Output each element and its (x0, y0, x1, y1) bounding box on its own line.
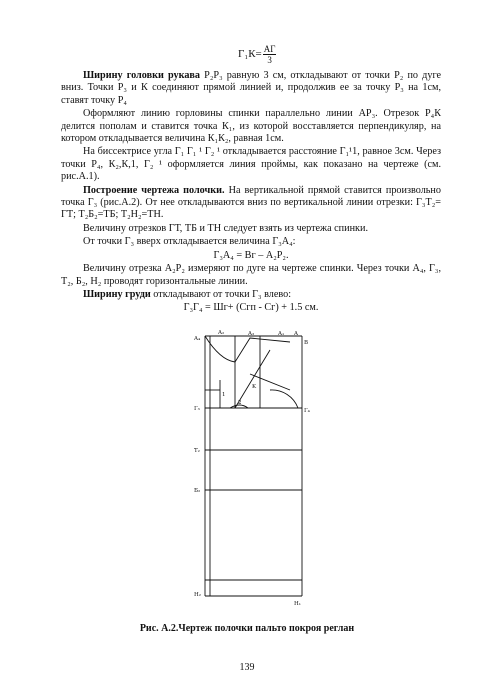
paragraph: Величину отрезка А₂Р₂ измеряют по дуге на чертеже спинки. Через точки А₄, Г₃, Т₂, Б₂, Н₂ проводят горизонтальные линии. (61, 263, 441, 287)
label-g4: Г₄ (304, 408, 310, 414)
paragraph: Оформляют линию горловины спинки параллельно линии АР₃. Отрезок Р₄К делится пополам и ставится точка К₁, из которой восставляется перпендикуляр, на котором откладывается величина К₁К₂, равная 1см. (61, 108, 441, 145)
paragraph (61, 70, 441, 107)
formula-line: Г₃Г₄ = Шг+ (Сгп - Сг) + 1.5 см. (183, 302, 319, 314)
label-a4: A₄ (194, 336, 201, 342)
body-text (61, 70, 441, 316)
page-number: 139 (239, 662, 255, 673)
label-b2: Б₂ (194, 488, 201, 494)
label-k: K (252, 384, 257, 390)
paragraph (61, 185, 441, 222)
formula-top (238, 44, 276, 65)
label-n1: Н₁ (294, 601, 302, 607)
paragraph: От точки Г₃ вверх откладывается величина Г₃А₄: (83, 236, 296, 248)
formula-line: Г₃А₄ = Вг – А₂Р₂. (213, 249, 289, 261)
paragraph-text: На вертикальной прямой ставится произвольно точка Г₃ (рис.А.2). От нее откладываются вниз по вертикальной линии отрезки: Г₃Т₂= ГТ; Т₂Б₂=ТБ; Т₂Н₂=ТН. (61, 184, 441, 221)
bold-term: Ширину головки рукава (83, 70, 201, 81)
neckline-curve (205, 336, 290, 362)
label-a2: A₂ (218, 330, 225, 336)
label-n2: Н₂ (194, 592, 202, 598)
label-t2: Т₂ (194, 448, 200, 454)
paragraph: Величину отрезков ГТ, ТБ и ТН следует взять из чертежа спинки. (83, 222, 368, 234)
label-1: 1 (222, 392, 226, 398)
label-a3: A₃ (248, 331, 255, 337)
formula-fraction (263, 44, 277, 65)
bold-term: Ширину груди (83, 288, 151, 300)
label-a1: A₁ (278, 331, 285, 337)
formula-numerator: АГ (263, 44, 276, 54)
formula-denominator: 3 (267, 55, 272, 65)
pattern-drawing (190, 330, 310, 612)
label-a: A (294, 331, 298, 337)
armhole-arc (270, 390, 298, 408)
label-2: 2 (238, 400, 242, 406)
paragraph-text: откладывают от точки Г₃ влево: (150, 288, 292, 300)
label-g3: Г₃ (194, 406, 200, 412)
paragraph (61, 289, 441, 301)
paragraph: На биссектрисе угла Г₁ Г₁ ¹ Г₂ ¹ откладывается расстояние Г₁¹1, равное 3см. Через точки Р₄, К₂,К,1, Г₂ ¹ оформляется линия проймы, как показано на чертеже (см. рис.А.1). (61, 146, 441, 183)
formula-lhs: Г₁К= (238, 48, 262, 61)
paragraph-text: Р₂Р₃ равную 3 см, откладывают от точки Р₂ по дуге вниз. Точки Р₃ и К соединяют прямой линией и, продолжив ее за точку Р₃ на 1см, ставят точку Р₄ (61, 70, 442, 106)
figure-caption: Рис. А.2.Чертеж полочки пальто покроя реглан (139, 623, 355, 634)
bold-term: Построение чертежа полочки. (83, 184, 225, 196)
label-b: B (304, 340, 309, 346)
